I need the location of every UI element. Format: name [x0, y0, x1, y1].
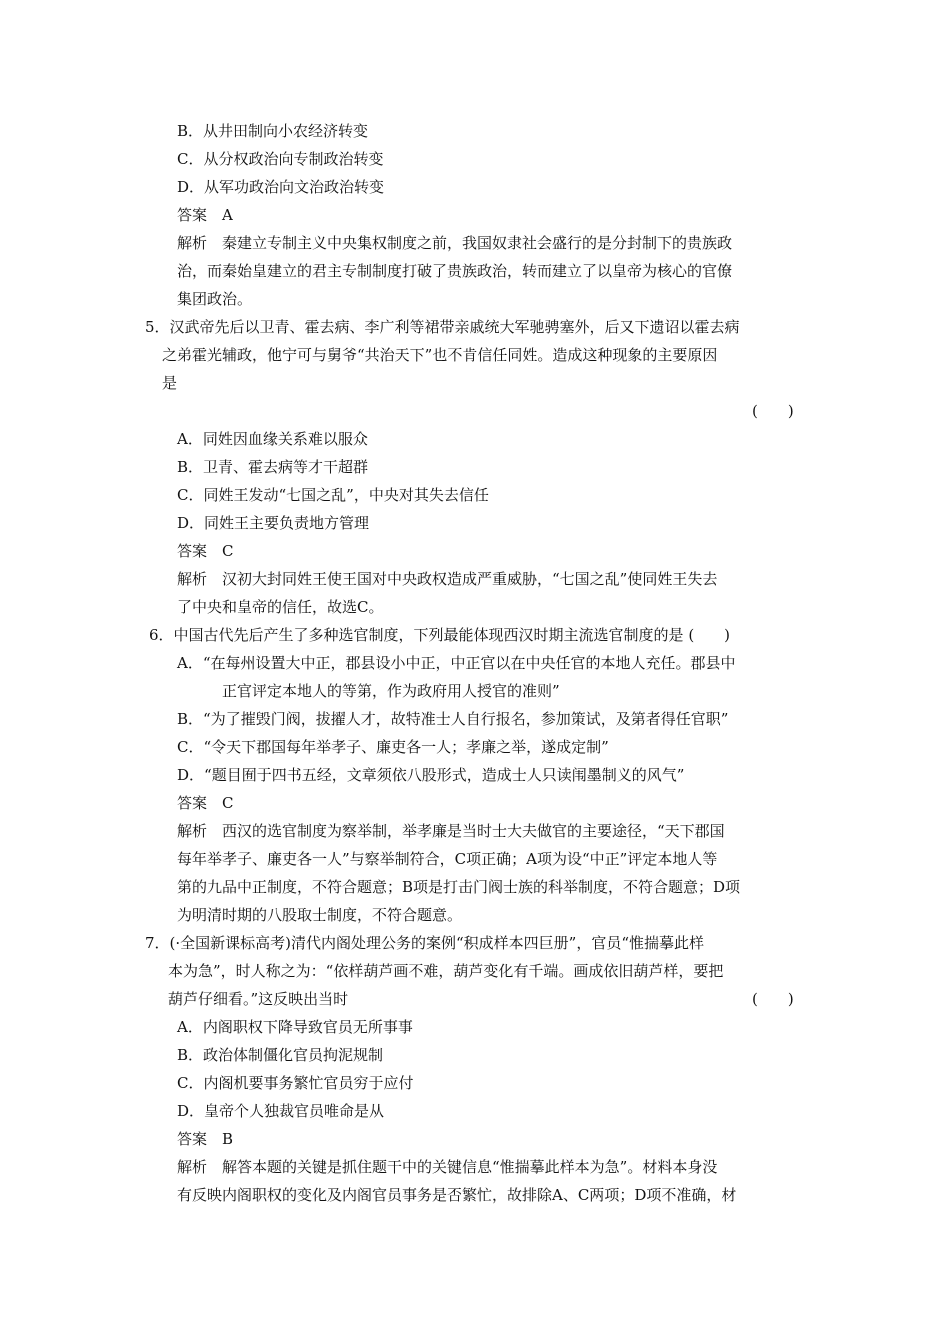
q7-option-c: C．内阁机要事务繁忙官员穷于应付	[177, 1074, 414, 1092]
q7-stem-line1: 7．(·全国新课标高考)清代内阁处理公务的案例“积成样本四巨册”，官员“惟揣摹此样	[145, 934, 705, 952]
q5-option-a: A．同姓因血缘关系难以服众	[177, 430, 368, 448]
q4-analysis-line3: 集团政治。	[177, 290, 253, 308]
q5-stem-line1: 5．汉武帝先后以卫青、霍去病、李广利等裙带亲戚统大军驰骋塞外，后又下遗诏以霍去病	[145, 318, 740, 336]
q5-analysis-line1: 解析 汉初大封同姓王使王国对中央政权造成严重威胁，“七国之乱”使同姓王失去	[177, 570, 718, 588]
q5-analysis-line2: 了中央和皇帝的信任，故选C。	[177, 598, 384, 616]
q5-option-c: C．同姓王发动“七国之乱”，中央对其失去信任	[177, 486, 489, 504]
q6-stem-line1: 6．中国古代先后产生了多种选官制度，下列最能体现西汉时期主流选官制度的是 ( )	[149, 626, 731, 644]
q5-option-d: D．同姓王主要负责地方管理	[177, 514, 370, 532]
q6-option-b: B．“为了摧毁门阀，拔擢人才，故特准士人自行报名，参加策试，及第者得任官职”	[177, 710, 729, 728]
q7-option-d: D．皇帝个人独裁官员唯命是从	[177, 1102, 385, 1120]
q6-analysis-line4: 为明清时期的八股取士制度，不符合题意。	[177, 906, 463, 924]
q7-answer-parentheses: ( )	[752, 990, 794, 1008]
q5-answer-parentheses: ( )	[752, 402, 794, 420]
q5-stem-line3: 是	[162, 374, 178, 392]
q7-stem-line3: 葫芦仔细看。”这反映出当时	[168, 990, 349, 1008]
q6-answer: 答案 C	[177, 794, 234, 812]
q4-answer: 答案 A	[177, 206, 233, 224]
q6-option-c: C．“令天下郡国每年举孝子、廉吏各一人；孝廉之举，遂成定制”	[177, 738, 609, 756]
q6-option-a-line1: A．“在每州设置大中正，郡县设小中正，中正官以在中央任官的本地人充任。郡县中	[177, 654, 736, 672]
q4-analysis-line2: 治，而秦始皇建立的君主专制制度打破了贵族政治，转而建立了以皇帝为核心的官僚	[177, 262, 733, 280]
q7-stem-line2: 本为急”，时人称之为：“依样葫芦画不难，葫芦变化有千端。画成依旧葫芦样，要把	[168, 962, 724, 980]
q6-analysis-line3: 第的九品中正制度，不符合题意；B项是打击门阀士族的科举制度，不符合题意；D项	[177, 878, 741, 896]
q7-option-a: A．内阁职权下降导致官员无所事事	[177, 1018, 413, 1036]
q6-analysis-line1: 解析 西汉的选官制度为察举制，举孝廉是当时士大夫做官的主要途径，“天下郡国	[177, 822, 725, 840]
q7-analysis-line2: 有反映内阁职权的变化及内阁官员事务是否繁忙，故排除A、C两项；D项不准确，材	[177, 1186, 737, 1204]
q6-analysis-line2: 每年举孝子、廉吏各一人”与察举制符合，C项正确；A项为设“中正”评定本地人等	[177, 850, 718, 868]
q6-option-d: D．“题目囿于四书五经，文章须依八股形式，造成士人只读闱墨制义的风气”	[177, 766, 685, 784]
q4-option-d: D．从军功政治向文治政治转变	[177, 178, 385, 196]
q6-option-a-line2: 正官评定本地人的等第，作为政府用人授官的准则”	[222, 682, 560, 700]
q5-option-b: B．卫青、霍去病等才干超群	[177, 458, 369, 476]
q4-option-b: B．从井田制向小农经济转变	[177, 122, 369, 140]
q5-answer: 答案 C	[177, 542, 234, 560]
q7-analysis-line1: 解析 解答本题的关键是抓住题干中的关键信息“惟揣摹此样本为急”。材料本身没	[177, 1158, 718, 1176]
q7-option-b: B．政治体制僵化官员拘泥规制	[177, 1046, 384, 1064]
q5-stem-line2: 之弟霍光辅政，他宁可与舅爷“共治天下”也不肯信任同姓。造成这种现象的主要原因	[162, 346, 718, 364]
q7-answer: 答案 B	[177, 1130, 234, 1148]
q4-option-c: C．从分权政治向专制政治转变	[177, 150, 384, 168]
q4-analysis-line1: 解析 秦建立专制主义中央集权制度之前，我国奴隶社会盛行的是分封制下的贵族政	[177, 234, 733, 252]
